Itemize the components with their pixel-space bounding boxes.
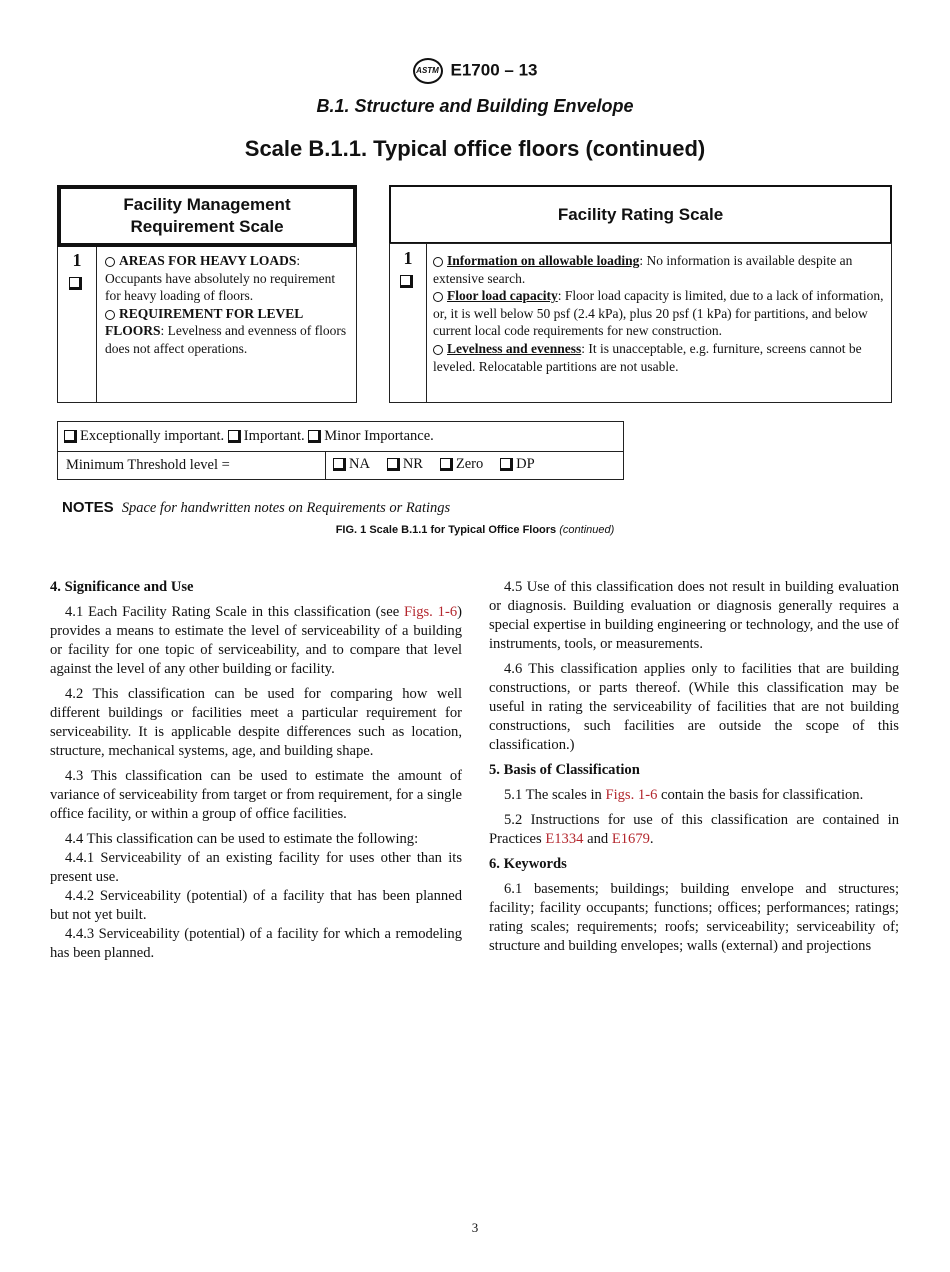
radio-circle-icon[interactable] xyxy=(433,257,443,267)
fm-item-text: : Levelness and evenness of floors does not affect operations. xyxy=(105,323,347,356)
threshold-options xyxy=(333,456,535,474)
checkbox-icon[interactable] xyxy=(228,430,241,443)
threshold-dp[interactable]: DP xyxy=(516,456,535,472)
threshold-na[interactable]: NA xyxy=(349,456,370,472)
radio-circle-icon[interactable] xyxy=(105,257,115,267)
e1679-link[interactable]: E1679 xyxy=(611,831,650,847)
figs-link[interactable]: Figs. 1-6 xyxy=(404,604,458,620)
divider xyxy=(58,451,623,452)
para-4-6: 4.6 This classification applies only to facilities that are building constructions, or parts thereof. (While this classification may be useful in rating the serviceability of facilities that are not building constructions, such facilities are outside the scope of this classification.) xyxy=(489,661,899,753)
radio-circle-icon[interactable] xyxy=(433,345,443,355)
para-4-4-2: 4.4.2 Serviceability (potential) of a facility that has been planned but not yet built. xyxy=(50,888,462,923)
fr-item-label: Levelness and evenness xyxy=(447,340,582,356)
notes-label: NOTES xyxy=(62,499,114,516)
importance-row xyxy=(64,428,434,446)
para-5-2 xyxy=(489,811,899,849)
section-title: B.1. Structure and Building Envelope xyxy=(316,96,634,116)
fr-item-text: : It is unacceptable, e.g. furniture, screens cannot be leveled. Relocatable partitions are not usable. xyxy=(433,340,862,374)
importance-important[interactable]: Important. xyxy=(243,428,305,444)
level-number: 1 xyxy=(72,250,82,270)
right-column xyxy=(489,578,899,962)
fm-text xyxy=(105,252,350,358)
radio-circle-icon[interactable] xyxy=(433,292,443,302)
fr-text xyxy=(433,252,888,375)
e1334-link[interactable]: E1334 xyxy=(545,831,584,847)
fm-item-label: AREAS FOR HEAVY LOADS xyxy=(119,253,297,268)
importance-minor[interactable]: Minor Importance. xyxy=(324,428,434,444)
checkbox-icon[interactable] xyxy=(387,458,400,471)
threshold-zero[interactable]: Zero xyxy=(455,456,484,472)
radio-circle-icon[interactable] xyxy=(105,310,115,320)
para-4-1 xyxy=(50,603,462,679)
checkbox-icon[interactable] xyxy=(69,277,82,290)
left-column xyxy=(50,578,462,963)
fr-item-label: Information on allowable loading xyxy=(447,253,640,268)
para-4-2: 4.2 This classification can be used for comparing how well different buildings or facilities meet a particular requirement for serviceability. It is applicable despite differences such as location, structure, mechanical systems, age, and building shape. xyxy=(50,686,462,759)
para-4-5: 4.5 Use of this classification does not result in building evaluation or diagnosis. Building evaluation or diagnosis generally requires a special expertise in building engineering or technology, and the use of instruments, tools, or measurements. xyxy=(489,579,899,652)
text: and xyxy=(583,831,612,847)
para-4-4: 4.4 This classification can be used to estimate the following: xyxy=(65,831,419,847)
fm-requirement-box xyxy=(57,245,357,403)
text: 5.1 The scales in xyxy=(504,787,606,803)
checkbox-icon[interactable] xyxy=(400,275,413,288)
text: ) provides a means to estimate the level of serviceability of a building or facility for one topic of serviceability, and to compare that level against the level of any other building or facility. xyxy=(50,604,462,677)
figure-caption xyxy=(0,524,950,536)
scale-title: Scale B.1.1. Typical office floors (continued) xyxy=(244,136,706,161)
fr-level xyxy=(390,244,427,402)
section-5-heading: 5. Basis of Classification xyxy=(489,762,640,778)
para-4-3: 4.3 This classification can be used to estimate the amount of variance of serviceability from target or from requirement, for a single office facility, or within a group of office facilities. xyxy=(50,768,462,822)
checkbox-icon[interactable] xyxy=(440,458,453,471)
level-number: 1 xyxy=(403,248,413,268)
fr-item-label: Floor load capacity xyxy=(447,288,558,304)
section-6-heading: 6. Keywords xyxy=(489,856,567,872)
fr-rating-box xyxy=(389,243,892,403)
page-number: 3 xyxy=(471,1220,479,1235)
threshold-nr[interactable]: NR xyxy=(402,456,423,472)
para-5-1 xyxy=(489,786,899,805)
checkbox-icon[interactable] xyxy=(500,458,513,471)
para-6-1: 6.1 basements; buildings; building envelope and structures; facility; facility occupants; functions; offices; performances; ratings; rating scales; requirements; roofs; serviceability; serviceability of; structure and building envelopes; walls (external) and projections xyxy=(489,881,899,954)
section-4-heading: 4. Significance and Use xyxy=(50,579,194,595)
fm-title-1: Facility Management xyxy=(123,195,291,214)
fm-box-header xyxy=(57,185,357,247)
notes xyxy=(62,499,450,517)
importance-exceptional[interactable]: Exceptionally important. xyxy=(80,428,225,444)
notes-text: Space for handwritten notes on Requirements or Ratings xyxy=(121,500,451,516)
fr-item-text: : Floor load capacity is limited, due to a lack of information, or, it is well below 50 psf (2.4 kPa), plus 20 psf (1 kPa) for partitions, and below current local code requirements for new construction. xyxy=(433,288,884,339)
checkbox-icon[interactable] xyxy=(64,430,77,443)
fr-item-text: : No information is available despite an extensive search. xyxy=(433,253,853,286)
standard-number: E1700 – 13 xyxy=(450,60,538,80)
threshold-label: Minimum Threshold level = xyxy=(66,457,230,473)
fr-box-header: Facility Rating Scale xyxy=(389,185,892,244)
text: 4.1 Each Facility Rating Scale in this classification (see xyxy=(65,604,405,620)
caption-italic: (continued) xyxy=(559,524,615,536)
importance-table xyxy=(57,421,624,480)
text: . xyxy=(649,831,654,847)
fm-level xyxy=(58,246,97,402)
text: contain the basis for classification. xyxy=(657,787,864,803)
fm-item-label: REQUIREMENT FOR LEVEL FLOORS xyxy=(105,305,303,339)
divider xyxy=(325,451,326,480)
fm-title-2: Requirement Scale xyxy=(130,217,284,236)
fm-item-text: : Occupants have absolutely no requirement for heavy loading of floors. xyxy=(105,253,336,304)
standard-header xyxy=(0,58,950,84)
para-4-4-3: 4.4.3 Serviceability (potential) of a facility for which a remodeling has been planned. xyxy=(50,926,462,961)
caption-text: FIG. 1 Scale B.1.1 for Typical Office Floors xyxy=(335,524,560,536)
para-4-4-1: 4.4.1 Serviceability of an existing facility for uses other than its present use. xyxy=(50,850,462,885)
checkbox-icon[interactable] xyxy=(308,430,321,443)
checkbox-icon[interactable] xyxy=(333,458,346,471)
figs-link[interactable]: Figs. 1-6 xyxy=(605,787,658,803)
text: 5.2 Instructions for use of this classification are contained in Practices xyxy=(489,812,899,847)
astm-logo: ASTM xyxy=(413,58,443,84)
